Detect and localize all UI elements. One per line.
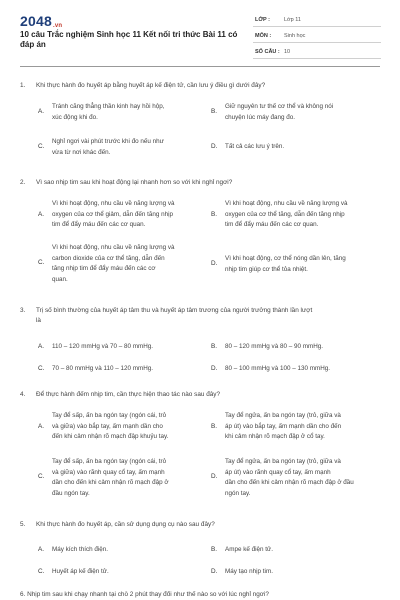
option-line: dần cho đến khi cảm nhận rõ mạch đập ở đầu: [225, 479, 354, 486]
option-line: khi cảm nhận rõ mạch đập ở cổ tay.: [225, 433, 325, 440]
question-number: 4.: [20, 391, 26, 398]
option-line: Tay để ngửa, ấn ba ngón tay (trỏ, giữa và: [225, 412, 341, 419]
option-letter: D.: [211, 473, 218, 480]
logo-main-text: 2048: [20, 13, 52, 29]
meta-row-class: [253, 13, 381, 27]
option-letter: A.: [38, 422, 45, 430]
option-letter: A.: [38, 546, 45, 553]
option-text: [52, 411, 214, 443]
option-line: carbon dioxide của cơ thể tăng, dẫn đến: [52, 254, 165, 262]
option-letter: D.: [211, 568, 218, 575]
option-letter: B.: [211, 422, 218, 430]
option-line: tim để đẩy máu đến các cơ quan.: [52, 221, 146, 228]
option-text: Máy tạo nhịp tim.: [225, 568, 273, 575]
option-letter: B.: [211, 108, 218, 115]
question-number: 2.: [20, 179, 26, 186]
option-text: [225, 142, 385, 153]
question-6-cutoff: 6. Nhịp tim sau khi chạy nhanh tại chỗ 2 phút thay đổi như thế nào so với lúc nghỉ ngơi?: [20, 591, 269, 598]
question-line: là: [36, 317, 41, 324]
option-line: và giữa) vào rãnh quay cổ tay, ấm mạnh: [52, 468, 165, 476]
option-line: Tất cả các lưu ý trên.: [225, 143, 285, 150]
option-text: [225, 254, 387, 275]
option-line: quan.: [52, 275, 68, 283]
option-line: đến khi cảm nhận rõ mạch đập khuỷu tay.: [52, 433, 169, 440]
option-line: Vì khi hoạt động, nhu cầu về năng lượng và: [225, 200, 348, 207]
option-letter: A.: [38, 343, 45, 350]
option-line: tăng nhịp tim để đẩy máu đến các cơ: [52, 265, 156, 272]
option-line: oxygen của cơ thể tăng, dẫn đến tăng nhịp: [225, 210, 345, 218]
option-text: [225, 199, 387, 231]
meta-value: Sinh học: [284, 33, 306, 39]
option-text: 80 – 100 mmHg và 100 – 130 mmHg.: [225, 365, 331, 372]
option-line: chuyện lúc máy đang đo.: [225, 113, 296, 121]
option-line: và giữa) vào bắp tay, ấm mạnh dần cho: [52, 422, 163, 430]
option-letter: C.: [38, 143, 45, 150]
option-line: Vì khi hoạt động, nhu cầu về năng lượng và: [52, 200, 175, 207]
question-text: Khi thực hành đo huyết áp, cần sử dụng dụng cụ nào sau đây?: [36, 521, 215, 528]
option-letter: C.: [38, 365, 45, 372]
option-letter: B.: [211, 343, 218, 350]
option-text: [225, 457, 387, 499]
question-text: Để thực hành đếm nhịp tim, cần thực hiện thao tác nào sau đây?: [36, 391, 221, 398]
meta-label: LỚP :: [255, 17, 270, 23]
option-line: xúc động khi đo.: [52, 113, 98, 121]
option-text: 110 – 120 mmHg và 70 – 80 mmHg.: [52, 343, 154, 350]
option-line: Tay để sấp, ấn ba ngón tay (ngón cái, trỏ: [52, 458, 167, 465]
option-line: Tay để sấp, ấn ba ngón tay (ngón cái, trỏ: [52, 412, 167, 419]
option-letter: C.: [38, 568, 45, 575]
meta-row-count: [253, 45, 381, 59]
option-letter: A.: [38, 210, 45, 218]
option-line: Tránh căng thẳng thần kinh hay hồi hộp,: [52, 103, 165, 110]
option-text: 70 – 80 mmHg và 110 – 120 mmHg.: [52, 365, 154, 372]
meta-label: MÔN :: [255, 33, 272, 39]
option-text: 80 – 120 mmHg và 80 – 90 mmHg.: [225, 343, 323, 350]
option-line: Nghỉ ngơi vài phút trước khi đo nếu như: [52, 138, 164, 145]
option-text: [52, 243, 214, 285]
question-number: 5.: [20, 521, 26, 528]
option-line: đầu ngón tay.: [52, 489, 90, 497]
option-letter: D.: [211, 143, 218, 150]
option-text: [52, 137, 212, 158]
document-header: [0, 0, 400, 68]
option-letter: D.: [211, 365, 218, 372]
option-letter: C.: [38, 259, 45, 266]
option-letter: B.: [211, 546, 218, 553]
question-text: [36, 306, 380, 326]
option-line: tim để đẩy máu đến các cơ quan.: [225, 221, 319, 228]
option-line: Tay để ngửa, ấn ba ngón tay (trỏ, giữa và: [225, 458, 341, 465]
option-line: vừa từ nơi khác đến.: [52, 148, 111, 156]
option-letter: D.: [211, 260, 218, 267]
option-letter: C.: [38, 473, 45, 480]
meta-value: Lớp 11: [284, 17, 301, 23]
question-number: 3.: [20, 307, 26, 314]
option-line: ngón tay.: [225, 489, 251, 497]
option-line: áp út) vào bắp tay, ấm mạnh dần cho đến: [225, 422, 342, 430]
option-text: Ampe kế điện tử.: [225, 546, 273, 553]
option-text: [225, 411, 387, 443]
option-line: dần cho đến khi cảm nhận rõ mạch đập ở: [52, 479, 169, 486]
option-text: Máy kích thích điện.: [52, 546, 108, 553]
option-line: oxygen của cơ thể giảm, dẫn đến tăng nhịp: [52, 210, 174, 218]
question-text: Vì sao nhịp tim sau khi hoạt động lại nhanh hơn so với khi nghỉ ngơi?: [36, 179, 233, 186]
site-logo[interactable]: [20, 13, 62, 29]
document-title: 10 câu Trắc nghiệm Sinh học 11 Kết nối tri thức Bài 11 có đáp án: [20, 30, 238, 49]
option-text: [52, 457, 214, 499]
option-line: nhịp tim giúp cơ thể tỏa nhiệt.: [225, 265, 308, 273]
option-line: Vì khi hoạt động, cơ thể nóng dần lên, tăng: [225, 255, 346, 262]
option-line: Giữ nguyên tư thế cơ thể và không nói: [225, 103, 334, 110]
option-line: áp út) vào rãnh quay cổ tay, ấm mạnh: [225, 468, 331, 476]
question-number: 1.: [20, 82, 26, 89]
meta-value: 10: [284, 49, 291, 55]
logo-sub-text: .vn: [52, 23, 63, 29]
option-line: Vì khi hoạt động, nhu cầu về năng lượng và: [52, 244, 175, 251]
option-text: [52, 199, 214, 231]
header-divider: [20, 66, 380, 67]
option-letter: A.: [38, 108, 45, 115]
option-text: [225, 102, 385, 123]
option-text: Huyết áp kế điện tử.: [52, 568, 109, 575]
question-text: Khi thực hành đo huyết áp bằng huyết áp kế điện tử, cần lưu ý điều gì dưới đây?: [36, 82, 266, 89]
option-letter: B.: [211, 210, 218, 218]
question-line: Trị số bình thường của huyết áp tâm thu và huyết áp tâm trương của người trưởng thành lần lượt: [36, 307, 313, 314]
meta-row-subject: [253, 29, 381, 43]
meta-label: SỐ CÂU :: [255, 49, 280, 55]
option-text: [52, 102, 212, 123]
